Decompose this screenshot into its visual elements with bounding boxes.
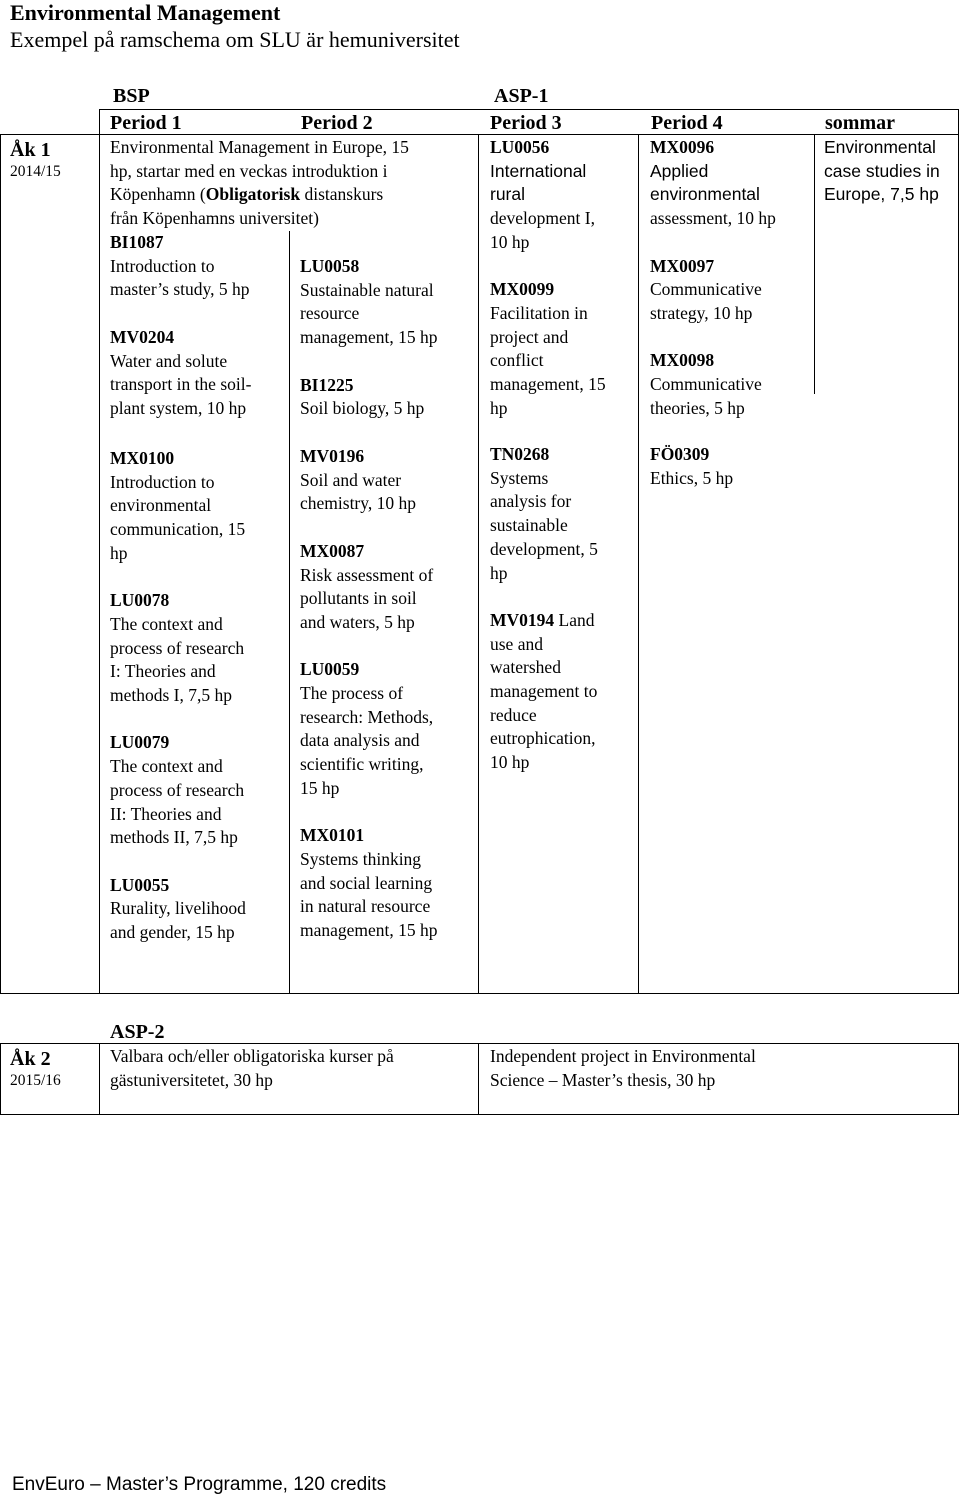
course-lu0058: LU0058 Sustainable natural resource management, 15 hp bbox=[300, 256, 438, 348]
year-1-label: Åk 1 bbox=[10, 139, 51, 161]
course-mx0096: MX0096 Applied environmental assessment, 10 hp bbox=[650, 137, 776, 229]
grid-line bbox=[99, 109, 958, 110]
grid-line bbox=[0, 1043, 959, 1044]
year-1-years: 2014/15 bbox=[10, 163, 61, 180]
course-mx0099: MX0099 Facilitation in project and conflict management, 15 hp bbox=[490, 279, 606, 418]
grid-line bbox=[478, 134, 479, 994]
course-lu0078: LU0078 The context and process of research I: Theories and methods I, 7,5 hp bbox=[110, 590, 245, 706]
grid-line bbox=[0, 1043, 1, 1115]
period-1-header: Period 1 bbox=[110, 112, 182, 134]
grid-line bbox=[958, 134, 959, 994]
course-lu0079: LU0079 The context and process of research II: Theories and methods II, 7,5 hp bbox=[110, 732, 245, 848]
course-mv0194: MV0194 Land use and watershed management to reduce eutrophication, 10 hp bbox=[490, 609, 598, 773]
summer-header: sommar bbox=[825, 112, 895, 134]
course-fo0309: FÖ0309 Ethics, 5 hp bbox=[650, 444, 734, 488]
course-bi1087: BI1087 Introduction to master’s study, 5 hp bbox=[110, 232, 250, 300]
grid-line bbox=[478, 1043, 479, 1115]
grid-line bbox=[638, 134, 639, 994]
summer-cell: Environmental case studies in Europe, 7,5 hp bbox=[824, 137, 940, 205]
period-3-bottom-cell bbox=[490, 443, 637, 775]
document-subtitle: Exempel på ramschema om SLU är hemuniversitet bbox=[10, 27, 460, 52]
course-mx0087: MX0087 Risk assessment of pollutants in soil and waters, 5 hp bbox=[300, 540, 434, 632]
course-mx0097: MX0097 Communicative strategy, 10 hp bbox=[650, 255, 762, 323]
year-2-guest-university-cell: Valbara och/eller obligatoriska kurser på gästuniversitetet, 30 hp bbox=[110, 1046, 394, 1090]
year-2-thesis-cell: Independent project in Environmental Science – Master’s thesis, 30 hp bbox=[490, 1046, 756, 1090]
grid-line bbox=[289, 231, 290, 994]
period-3-header: Period 3 bbox=[490, 112, 562, 134]
document-title: Environmental Management bbox=[10, 0, 281, 25]
grid-line bbox=[0, 134, 1, 994]
course-lu0055: LU0055 Rurality, livelihood and gender, 15 hp bbox=[110, 874, 246, 943]
course-tn0268: TN0268 Systems analysis for sustainable development, 5 hp bbox=[490, 444, 598, 583]
period-2-bottom-cell bbox=[300, 445, 477, 943]
period-3-top-cell bbox=[490, 136, 637, 420]
period-4-top-cell bbox=[650, 136, 813, 420]
grid-line bbox=[0, 134, 959, 135]
grid-line bbox=[958, 109, 959, 135]
grid-line bbox=[958, 1043, 959, 1115]
grid-line bbox=[814, 134, 815, 394]
grid-line bbox=[99, 1043, 100, 1115]
course-mv0204: MV0204 Water and solute transport in the soil- plant system, 10 hp bbox=[110, 326, 252, 418]
bsp-label: BSP bbox=[113, 85, 150, 107]
course-mx0101: MX0101 Systems thinking and social learning in natural resource management, 15 hp bbox=[300, 825, 438, 941]
course-lu0056: LU0056 International rural development I, 10 hp bbox=[490, 137, 595, 252]
period-1-top-cell bbox=[110, 231, 288, 421]
period-4-header: Period 4 bbox=[651, 112, 723, 134]
grid-line bbox=[99, 134, 100, 994]
grid-line bbox=[99, 109, 100, 135]
asp2-label: ASP-2 bbox=[110, 1021, 165, 1043]
course-lu0059: LU0059 The process of research: Methods, data analysis and scientific writing, 15 hp bbox=[300, 659, 434, 798]
period-1-bottom-cell bbox=[110, 447, 288, 945]
asp1-label: ASP-1 bbox=[494, 85, 549, 107]
year-2-label: Åk 2 bbox=[10, 1048, 51, 1070]
year-2-years: 2015/16 bbox=[10, 1072, 61, 1089]
footer-text: EnvEuro – Master’s Programme, 120 credits bbox=[12, 1474, 387, 1495]
course-mv0196: MV0196 Soil and water chemistry, 10 hp bbox=[300, 446, 416, 514]
intro-course-cell: Environmental Management in Europe, 15 hp, startar med en veckas introduktion i Köpenhamn (Obligatorisk distanskurs från Köpenhamns universitet) bbox=[110, 137, 409, 229]
period-2-header: Period 2 bbox=[301, 112, 373, 134]
course-mx0100: MX0100 Introduction to environmental communication, 15 hp bbox=[110, 448, 246, 563]
course-mx0098: MX0098 Communicative theories, 5 hp bbox=[650, 350, 762, 418]
grid-line bbox=[0, 993, 959, 994]
course-bi1225: BI1225 Soil biology, 5 hp bbox=[300, 374, 425, 419]
grid-line bbox=[0, 1114, 959, 1115]
period-2-top-cell bbox=[300, 255, 477, 421]
period-4-bottom-cell bbox=[650, 443, 813, 490]
